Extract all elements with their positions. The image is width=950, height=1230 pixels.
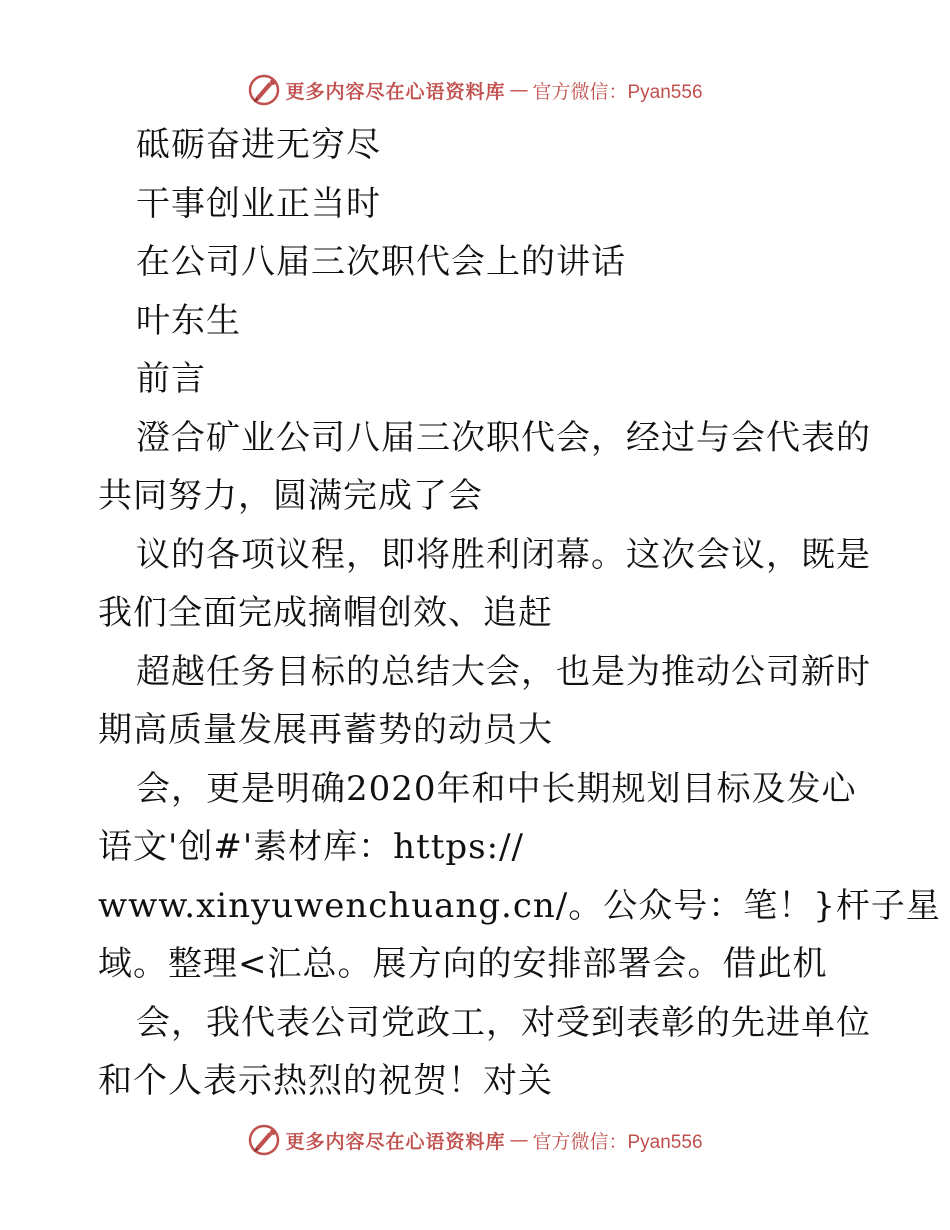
body-line: 共同努力，圆满完成了会: [98, 476, 483, 516]
watermark-contact-text: 官方微信：Pyan556: [532, 1131, 703, 1153]
watermark-group: [247, 73, 702, 107]
watermark-contact-text: 官方微信：Pyan556: [532, 81, 703, 103]
body-line: 干事创业正当时: [136, 183, 381, 224]
header-watermark: [0, 70, 950, 110]
quill-pen-logo-icon: [247, 1123, 281, 1157]
body-line: 议的各项议程，即将胜利闭幕。这次会议，既是: [136, 534, 871, 575]
watermark-group: [247, 1123, 702, 1157]
body-line: 超越任务目标的总结大会，也是为推动公司新时: [136, 651, 871, 692]
watermark-brand-text: 更多内容尽在心语资料库: [285, 1130, 506, 1153]
body-line: 期高质量发展再蓄势的动员大: [98, 710, 553, 750]
watermark-dash: —: [509, 79, 529, 101]
body-line: www.xinyuwenchuang.cn/。公众号：笔！}杆子星: [98, 885, 941, 926]
body-line: 和个人表示热烈的祝贺！对关: [98, 1061, 553, 1101]
body-line: 会，我代表公司党政工，对受到表彰的先进单位: [136, 1002, 871, 1043]
body-line: 语文'创#'素材库：https://: [98, 827, 524, 867]
document-body: [98, 116, 941, 1111]
body-line: 砥砺奋进无穷尽: [136, 125, 381, 165]
body-line: 叶东生: [136, 300, 241, 341]
body-line: 在公司八届三次职代会上的讲话: [136, 242, 626, 282]
watermark-brand-text: 更多内容尽在心语资料库: [285, 80, 506, 103]
body-line: 前言: [136, 359, 206, 399]
quill-pen-logo-icon: [247, 73, 281, 107]
body-line: 澄合矿业公司八届三次职代会，经过与会代表的: [136, 417, 871, 458]
body-line: 会，更是明确2020年和中长期规划目标及发心: [136, 768, 857, 809]
body-line: 域。整理<汇总。展方向的安排部署会。借此机: [98, 944, 828, 984]
watermark-dash: —: [509, 1129, 529, 1151]
footer-watermark: [0, 1120, 950, 1160]
body-line: 我们全面完成摘帽创效、追赶: [98, 593, 553, 633]
